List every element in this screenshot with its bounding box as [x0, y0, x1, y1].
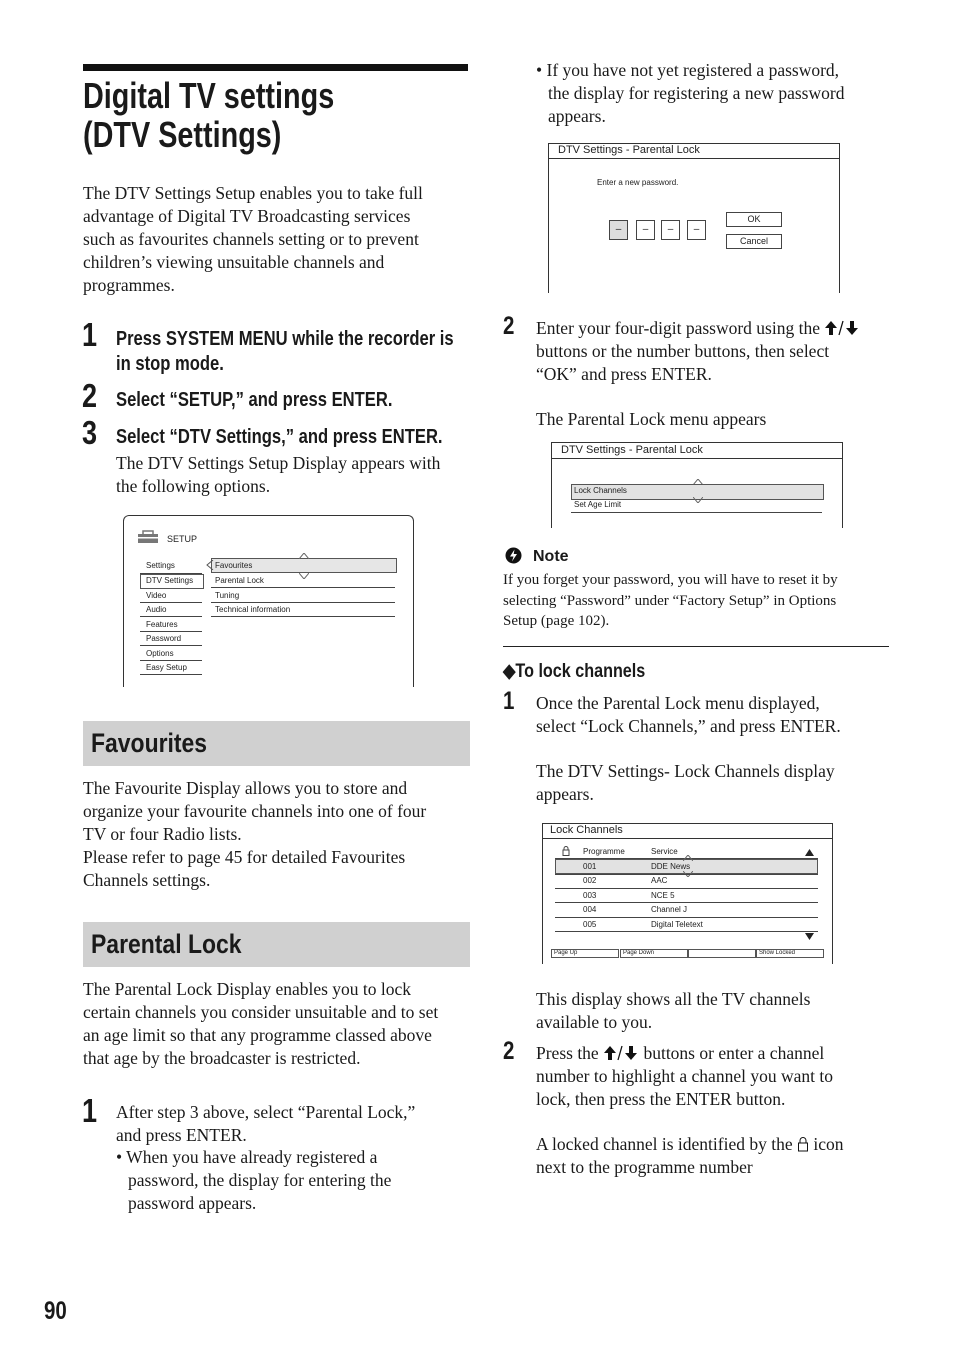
setup-menu-item[interactable]: Options — [146, 649, 174, 658]
text-line: • If you have not yet registered a password, — [536, 60, 840, 80]
table-row[interactable] — [583, 920, 596, 929]
step-instruction — [536, 692, 896, 806]
up-down-arrows-icon — [603, 1045, 639, 1061]
favourites-heading: Favourites — [91, 728, 208, 758]
setup-title: SETUP — [167, 534, 198, 544]
text-line: buttons or the number buttons, then select — [536, 341, 830, 361]
text-line: selecting “Password” under “Factory Setup” in Options — [503, 592, 837, 609]
lock-channels-screen — [542, 823, 833, 964]
text-line: The DTV Settings Setup Display appears with — [116, 453, 441, 473]
screen-explanation — [536, 988, 896, 1034]
ok-button[interactable] — [726, 212, 782, 227]
programme-number: 004 — [583, 905, 597, 914]
service-name: Digital Teletext — [651, 920, 703, 929]
parental-body — [83, 978, 478, 1070]
table-row[interactable] — [651, 920, 703, 929]
text-line: password, the display for entering the — [128, 1170, 392, 1190]
step-number: 1 — [503, 687, 515, 715]
text-line: lock, then press the ENTER button. — [536, 1089, 786, 1109]
password-digit-field[interactable] — [636, 220, 655, 240]
parental-lock-screen — [551, 442, 843, 528]
text-line: • When you have already registered a — [116, 1147, 378, 1167]
column-header-programme: Programme — [583, 847, 625, 856]
page-title-line: Digital TV settings — [83, 75, 335, 116]
text-line: number to highlight a channel you want to — [536, 1066, 833, 1086]
text-line: certain channels you consider unsuitable and to set — [83, 1002, 439, 1022]
text-line: next to the programme number — [536, 1157, 753, 1177]
setup-menu-item[interactable]: Video — [146, 591, 167, 600]
programme-number: 001 — [583, 862, 597, 871]
text-line: organize your favourite channels into one of four — [83, 801, 427, 821]
text-line: the following options. — [116, 476, 271, 496]
lock-column-icon — [562, 846, 570, 856]
text-line: Press SYSTEM MENU while the recorder is — [116, 328, 454, 350]
bullet-item — [116, 1146, 476, 1215]
setup-option[interactable]: Favourites — [215, 561, 253, 570]
text-fragment: buttons or enter a channel — [643, 1043, 825, 1063]
scroll-down-icon — [299, 573, 309, 579]
digit-value: – — [615, 224, 622, 235]
text-fragment: Press the — [536, 1043, 599, 1063]
button-label: Show Locked — [759, 950, 796, 956]
text-line: children’s viewing unsuitable channels and — [83, 252, 385, 272]
scroll-up-icon — [299, 553, 309, 559]
text-line: The Parental Lock menu appears — [536, 409, 767, 429]
step-instruction: Select “SETUP,” and press ENTER. — [116, 389, 393, 411]
page-up-button[interactable] — [551, 949, 619, 958]
menu-item-set-age-limit[interactable]: Set Age Limit — [574, 500, 622, 509]
setup-menu-item[interactable]: Easy Setup — [146, 663, 187, 672]
menu-item-lock-channels[interactable]: Lock Channels — [574, 486, 627, 495]
step-number: 1 — [82, 316, 98, 353]
page-title-line: (DTV Settings) — [83, 114, 282, 155]
text-line: If you forget your password, you will have to reset it by — [503, 572, 838, 588]
table-row[interactable] — [583, 891, 596, 900]
note-heading: Note — [533, 548, 569, 565]
step-instruction — [536, 317, 896, 431]
text-line — [536, 1042, 896, 1065]
table-row[interactable] — [651, 905, 687, 914]
text-line: Once the Parental Lock menu displayed, — [536, 693, 820, 713]
text-line: that age by the broadcaster is restricted. — [83, 1048, 361, 1068]
text-line: “OK” and press ENTER. — [536, 364, 712, 384]
lock-channels-heading — [503, 660, 645, 683]
text-line: advantage of Digital TV Broadcasting services — [83, 206, 411, 226]
table-row[interactable] — [651, 876, 667, 885]
pointer-icon — [206, 560, 214, 570]
setup-option[interactable]: Technical information — [215, 605, 291, 614]
column-header-service: Service — [651, 847, 678, 856]
setup-menu-item[interactable]: Audio — [146, 605, 167, 614]
setup-screen — [123, 515, 414, 687]
text-line: in stop mode. — [116, 353, 224, 375]
section-divider — [503, 646, 889, 647]
step-number: 2 — [82, 377, 98, 414]
up-down-arrows-icon — [824, 320, 860, 336]
text-line: The Parental Lock Display enables you to lock — [83, 979, 412, 999]
text-line: After step 3 above, select “Parental Lock,” — [116, 1102, 416, 1122]
text-line: The DTV Settings Setup enables you to take full — [83, 183, 423, 203]
setup-option[interactable]: Tuning — [215, 591, 240, 600]
button-label: OK — [747, 214, 761, 224]
digit-value: – — [667, 224, 674, 235]
password-screen — [548, 143, 840, 293]
title-rule — [83, 64, 468, 71]
screen-title: Lock Channels — [550, 824, 623, 836]
lock-icon — [797, 1136, 809, 1152]
note-icon — [505, 547, 522, 564]
text-line — [536, 317, 896, 340]
step-number: 1 — [82, 1092, 98, 1129]
password-digit-field[interactable] — [609, 220, 628, 240]
digit-value: – — [693, 224, 700, 235]
text-line: Setup (page 102). — [503, 613, 610, 629]
text-line — [536, 1133, 896, 1156]
step-instruction — [116, 327, 454, 377]
step-instruction — [536, 1042, 896, 1179]
text-line: an age limit so that any programme classed above — [83, 1025, 432, 1045]
table-row[interactable] — [583, 862, 596, 871]
show-locked-button[interactable] — [756, 949, 824, 958]
text-line: the display for registering a new password — [548, 83, 845, 103]
text-line: Channels settings. — [83, 870, 211, 890]
step-description — [116, 452, 476, 498]
setup-menu-item[interactable]: Features — [146, 620, 178, 629]
text-fragment: icon — [813, 1134, 844, 1154]
screen-title: DTV Settings - Parental Lock — [558, 144, 700, 156]
text-line: Please refer to page 45 for detailed Favourites — [83, 847, 406, 867]
page-down-button[interactable] — [620, 949, 688, 958]
text-line: programmes. — [83, 275, 175, 295]
text-fragment: Enter your four-digit password using the — [536, 318, 820, 338]
favourites-body — [83, 777, 478, 892]
text-line: appears. — [548, 106, 606, 126]
service-name: Channel J — [651, 905, 688, 914]
text-line: appears. — [536, 784, 594, 804]
scroll-down-icon — [805, 933, 814, 940]
diamond-icon: ◆ — [503, 661, 516, 682]
heading-text: To lock channels — [515, 661, 646, 682]
service-name: DDE News — [651, 862, 691, 871]
setup-menu-item[interactable]: Settings — [146, 561, 175, 570]
page-number: 90 — [44, 1297, 67, 1325]
blank-button[interactable] — [688, 949, 756, 958]
digit-value: – — [642, 224, 649, 235]
password-prompt: Enter a new password. — [597, 178, 679, 187]
table-row[interactable] — [651, 862, 690, 871]
scroll-up-icon — [683, 855, 693, 861]
favourites-heading-bar — [83, 721, 470, 766]
button-label: Cancel — [739, 236, 768, 246]
button-label: Page Up — [554, 950, 578, 956]
programme-number: 002 — [583, 876, 597, 885]
setup-option[interactable]: Parental Lock — [215, 576, 264, 585]
text-line: select “Lock Channels,” and press ENTER. — [536, 716, 841, 736]
page-title — [83, 76, 334, 154]
intro-paragraph — [83, 182, 478, 297]
text-line: available to you. — [536, 1012, 653, 1032]
text-line: and press ENTER. — [116, 1125, 247, 1145]
scroll-down-icon — [693, 497, 703, 503]
step-instruction — [116, 1101, 476, 1147]
step-number: 3 — [82, 414, 98, 451]
programme-number: 005 — [583, 920, 597, 929]
parental-heading: Parental Lock — [91, 929, 242, 959]
scroll-up-icon — [805, 849, 814, 856]
parental-heading-bar — [83, 922, 470, 967]
cancel-button[interactable] — [726, 234, 782, 249]
text-line: The Favourite Display allows you to store and — [83, 778, 408, 798]
note-body — [503, 570, 893, 632]
service-name: AAC — [651, 876, 668, 885]
screen-title: DTV Settings - Parental Lock — [561, 444, 703, 456]
programme-number: 003 — [583, 891, 597, 900]
setup-menu-item[interactable]: Password — [146, 634, 182, 643]
setup-menu-item[interactable]: DTV Settings — [146, 576, 194, 585]
table-row[interactable] — [651, 891, 675, 900]
password-digit-field[interactable] — [687, 220, 706, 240]
text-line: such as favourites channels setting or to prevent — [83, 229, 419, 249]
step-instruction: Select “DTV Settings,” and press ENTER. — [116, 426, 443, 448]
table-row[interactable] — [583, 876, 596, 885]
text-line: password appears. — [128, 1193, 257, 1213]
bullet-item — [536, 59, 896, 128]
setup-toolbox-icon — [137, 530, 159, 544]
button-label: Page Down — [623, 950, 655, 956]
table-row[interactable] — [583, 905, 596, 914]
text-fragment: A locked channel is identified by the — [536, 1134, 793, 1154]
step-number: 2 — [503, 1037, 515, 1065]
password-digit-field[interactable] — [661, 220, 680, 240]
service-name: NCE 5 — [651, 891, 675, 900]
text-line: TV or four Radio lists. — [83, 824, 242, 844]
text-line: The DTV Settings- Lock Channels display — [536, 761, 835, 781]
step-number: 2 — [503, 312, 515, 340]
text-line: This display shows all the TV channels — [536, 989, 811, 1009]
